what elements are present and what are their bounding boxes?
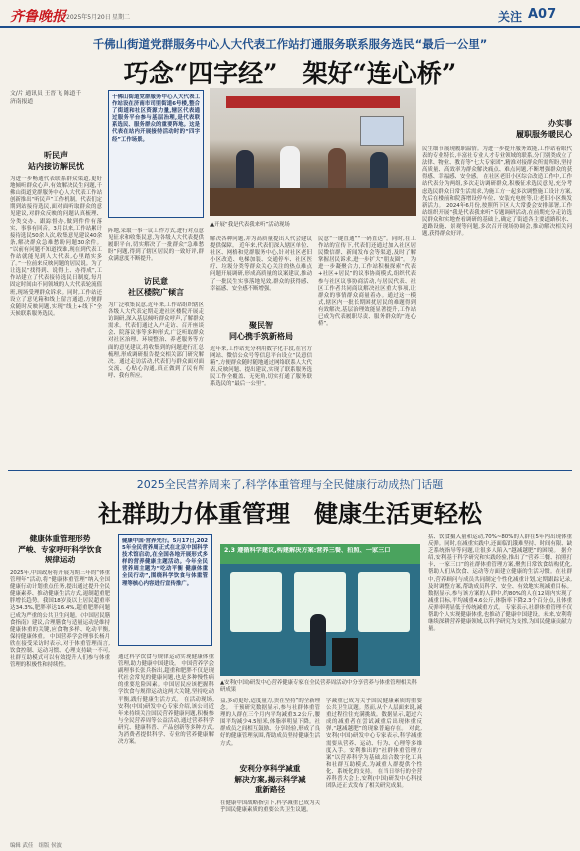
article2-lead: 健康中国·营养先行。5月17日,2025年全民营养周正式在北京中国科学技术馆启动,在全国各地开展形式多样的营养健康主题活动。今年全民营养周主题为“吃动平衡 健康体重 全民行动”,围绕科学饮食与体重管理等核心内容进行宣传推广。 [122,538,208,587]
section-divider [8,470,572,471]
article1-column-5: 民意“一键直通”“一码直达”。同时,在工作站的宣传下,代表们还通过加入社区居民微信群、新闻发布会等渠道,及时了解掌握居民诉求,进一步扩大“朋友圈”。 为进一步凝聚合力,工作站积极探索“代表+社区+居民”的议事协商模式,组织代表参与社区议事协商活动,与居民代表、社区工作者共同商议解决社区重大事项,让群众的事情群众商量着办。通过这一模式,辖区内一批长期困扰居民的难题得到有效解决,基层治理效能显著提升,工作站已成为代表履职尽责、服务群众的“连心桥”。 [318,236,416,328]
article2-column-1: 2025年,中国政府将开展为期三年的“体重管理年”活动,将“健康体重管理”纳入全国健康行动计划重点任务,提出通过提升全民健康素养、推动健康生活方式,遏制超重肥胖增长趋势。我国18岁及以上居民超重率达34.3%,肥胖率达16.4%,超重肥胖问题已成为严重的公共卫生问题。《中国居民膳食指南》建议,合理膳食与适量运动是维持健康体重的关键,应食物多样、吃动平衡,保持健康体重。 中国营养学会理事长杨月欣在接受采访时表示,对于体重管理而言,饮食控制、运动习惯、心理支持缺一不可,社群互助模式可以有效提升人们参与体重管理的积极性和持续性。 [10,570,110,669]
article1-column-3b: 为广泛收集民意,近年来,工作站组织辖区各级人大代表定期走进社区楼院开展走访调研,深入基层倾听群众呼声,了解群众需求。代表们通过入户走访、召开座谈会、院落议事等多种形式,广泛听取群众对社区治理、环境整治、养老服务等方面的意见建议,将收集到的问题进行汇总梳理,形成调研报告提交相关部门研究解决。通过走访活动,代表们与群众面对面交流、心贴心沟通,真正做到了民有所呼、我有所应。 [108,302,204,379]
article1-title: 巧念“四字经” 架好“连心桥” [123,59,457,88]
article2-subhead-2: 安利分享科学减重 解决方案,揭示科学减 重新路径 [234,764,306,794]
article2-title: 社群助力体重管理 健康生活更轻松 [98,499,482,528]
issue-weekday: 星期二 [112,14,131,21]
article1-column-6: 民生细节展现履职温情。为进一步提升服务效能,工作站着眼代表的专业特长,丰富社专业人才专业领域的联系,分门别类成立了法律、物业、教育等“七大专家团”,精准对接群众所需所盼,坚持高质量、高效率为群众解决痛点、难点问题,不断增强群众的获得感、幸福感、安全感。 在社区老旧小区综合改造工作中,工作站代表分为两组,多次走访调研群众,积极征求选民意见,充分考虑选民群众日常生活需求,为施工方一起多次调整施工设计方案,先后在楼前和院落增设停车位、安装充电桩等,让老旧小区焕发新活力。 2024年6月份,按照所下区人大常委会安排部署,工作站组织开展“我是代表我来听”专题调研活动,在前期充分走访选民群众和实地查看调研的基础上,确定了街道各主要道路积水、道路设施、景观等问题,多次召开现场协调会,推动解决相关问题,获得群众好评。 [422,146,572,238]
article1-photo [210,88,416,216]
masthead [0,0,580,28]
speaker [310,614,326,666]
article1-column-3a: 阵地,采取一事一议工作方式,进行对点意见征求和收集民意,为各级人大代表提供履职平台,切实解决了一批群众“急难愁盼”问题,得到了辖区居民的一致好评,群众满意度不断提升。 [108,228,204,263]
article2-column-6: 括、饮食摄入量和运动,70%~80%的人群在5年内出现体重反弹。同时,在减重实践中,还面临饥饿难坚持、时间有限、缺乏系统指导等问题,让很多人陷入“越减越肥”的困境。 据介绍,安利基于科学研究和实践经验,推出了“营养三餐、拍照打卡、一家三口”的社群体重管理方案,聚焦日常饮食结构优化,帮助人们从饮食、运动等方面建立健康的生活习惯。在社群中,营养顾问与成员共同制定个性化减重计划,定期跟踪记录,及时调整方案,帮助成员科学、安全、有效地实现减重目标。 数据显示,参与该方案的人群中,约80%的人在12周内实现了减重目标,平均减重4.6公斤,体脂率下降2.3个百分点,且体重反弹率明显低于传统减重方式。 专家表示,社群体重管理不仅帮助个人实现健康体重,也推动了健康中国建设。未来,安利将继续深耕营养健康领域,以科学研究为支撑,为国民健康贡献力量。 [428,534,572,633]
article1-photo-caption: ▲开展“我是代表我来听”活动现场 [210,222,290,228]
article2-photo [220,544,420,676]
article2-column-4a: 益,多动更好,适度量力,贵在坚持”的全新理念。 干预研究数据显示,参与社群体重管理的人群在三个月内平均减重3.2公斤,腰围平均减少4.5厘米,体脂率明显下降。社群成员之间相互鼓励、分享经验,形成了良好的健康管理氛围,帮助成员坚持健康生活方式。 [220,698,320,747]
article2-kicker: 2025全民营养周来了,科学体重管理与全民健康行动成热门话题 [136,478,444,491]
article2-column-3: 通过科学饮食与规律运动实现健康体重管理,助力健康中国建设。 中国营养学会副理事长张兵指出,超重和肥胖不仅是现代社会常见的健康问题,也是多种慢性病的重要危险因素。中国居民应该把握科学饮食与规律运动这两大关键,坚持吃动平衡,践行健康生活方式。 在活动现场,安利(中国)研发中心专家介绍,该公司近年来持续关注国民营养健康问题,积极参与全民营养周等公益活动,通过营养科学研究、健康科普、产品创新等多种方式,为消费者提供科学、专业的营养健康解决方案。 [118,654,214,746]
article1-column-4b: 近年来,工作站充分利用数字化手段,在官方网站、微信公众号等信息平台设立“民意信箱”,方便群众随时随地通过网络联系人大代表,反映问题、提出建议,实现了联系服务选民工作全覆盖、无死角,切实打通了服务联系选民的“最后一公里”。 [210,346,312,388]
slide-panel [358,572,410,632]
article2-subhead-1: 健康体重管理形势 严峻、专家呼吁科学饮食 规律运动 [18,534,102,564]
article2-photo-caption: ▲安利(中国)研发中心营养健康专家在全民营养周活动中分享营养与体重管理相关科研成果 [220,680,418,693]
slide-panel [230,572,282,632]
article2-column-4b: 在健康中国战略指引下,科学减重已成为关乎国民健康素质的重要公共卫生议题。 [220,800,320,814]
article1-subhead-2: 访民意 社区楼院广倾言 [128,277,184,297]
section-name: 关注 [498,10,523,24]
article1-caption: 千佛山街道党群服务中心人大代表工作站设在济南市司里街道6号楼,整合了街道和社区资源力量,辖区代表通过服务平台参与基层治理,是代表联系选民、服务群众的重要阵地。这是代表在站内开展接待活动时的“四字经”工作场景。 [112,94,200,143]
slide-title: 2.3 遵循科学建议,构建解决方案:营养三餐、拍照、一家三口 [224,547,391,554]
newspaper-logo: 齐鲁晚报 [10,9,66,25]
article2-column-5: 学减重已成为关乎国民健康素质的重要公共卫生议题。然而,从个人层面来说,减重过程往往充满挑战。数据显示,超过六成的减重者在尝试减重后出现体重反弹,“越减越肥”的现象普遍存在。 对此,安利(中国)研发中心专家表示,科学减重需要从营养、运动、行为、心理等多维度入手。安利推出的“社群体重管理方案”以营养科学为基础,结合数字化工具和社群互助模式,为减重人群提供个性化、系统化的支持。 在当日举行的全营养科普大会上,安利(中国)研发中心科技团队还正式发布了相关研究成果。 [326,698,422,790]
article1-byline: 文/片 通讯员 王晋飞 陈道千 济南报道 [10,91,82,105]
article1-subhead-4: 办实事 履职服务暖民心 [516,119,572,139]
article1-column-4a: 解决各种问题,并为高质量提出人代会建议提供保障。 近年来,代表们深入辖区单位、社区、网格和党群服务中心,针对社区老旧小区改造、电梯加装、交通停车、社区医疗、垃圾分类等群众关心关注的热点难点问题开展调研,形成高质量的议案建议,推动了一批民生实事落地见效,群众的获得感、幸福感、安全感不断增强。 [210,236,312,292]
page-number: A07 [528,7,557,22]
article1-kicker: 千佛山街道党群服务中心人大代表工作站打通服务联系服务选民“最后一公里” [92,37,488,51]
article1-subhead-3: 聚民智 同心携手筑新格局 [229,321,293,341]
article1-caption-box [108,90,204,218]
photo-banner [226,96,400,108]
photo-screen [360,116,404,146]
article2-lead-box [118,534,212,646]
page-footer: 编辑 武佳 组版 侯波 [10,843,62,849]
article1-column-1: 为进一步畅通代表联系群众渠道,更好地倾听群众心声,有效解决民生问题,千佛山街道党群服务中心人大代表工作站创新推出“听民声”工作机制。代表们定期到站接待选民,面对面听取群众的意见建议,对群众反映的问题认真梳理、分类交办、跟踪督办,做到件件有落实、事事有回音。3月以来,工作站累计接待选民50余人次,收集意见建议40余条,解决群众急难愁盼问题30余件。 “以前有问题不知道找谁,现在到代表工作站就能见到人大代表,心里踏实多了。”一位前来反映问题的居民说。为了让选民“找得到、说得上、办得成”,工作站建立了代表接待选民日制度,每月固定时间由不同领域的人大代表轮流值班,现场受理群众诉求。同时,工作站还设立了意见箱和线上留言通道,方便群众随时反映问题,实现“线上+线下”全天候联系服务选民。 [10,176,102,317]
podium [332,638,358,672]
issue-date: 2025年5月20日 [66,14,111,21]
photo-table [210,188,416,216]
article1-subhead-1: 听民声 站内接访解民忧 [28,151,84,171]
